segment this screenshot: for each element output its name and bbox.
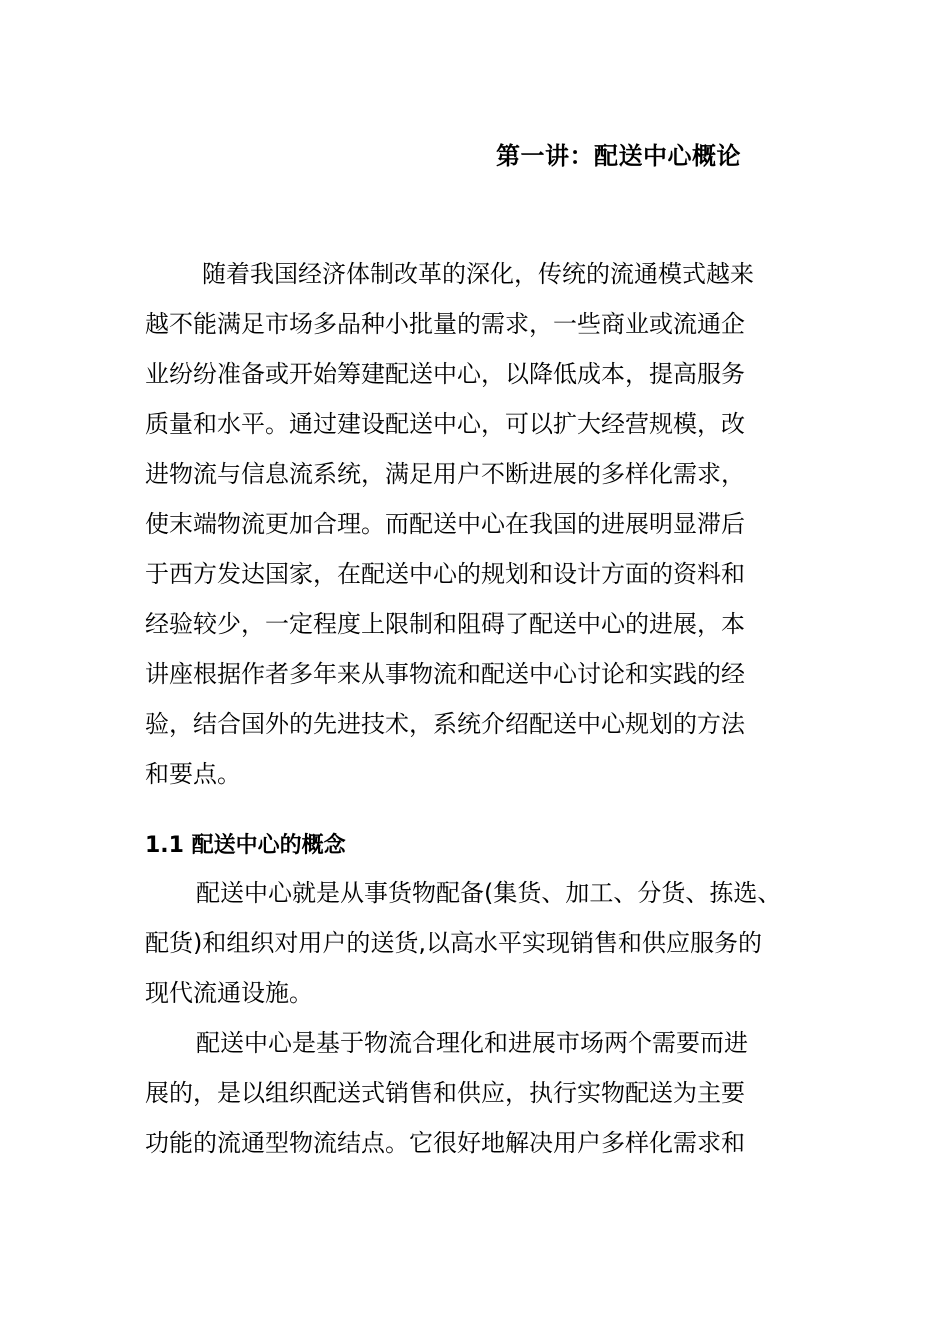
- paragraph-line: 配货)和组织对用户的送货,以高水平实现销售和供应服务的: [145, 929, 762, 957]
- intro-line: 越不能满足市场多品种小批量的需求，一些商业或流通企: [145, 310, 745, 338]
- paragraph-line: 配送中心是基于物流合理化和进展市场两个需要而进: [196, 1029, 748, 1057]
- paragraph-line: 功能的流通型物流结点。它很好地解决用户多样化需求和: [145, 1129, 745, 1157]
- section-heading: 1.1 配送中心的概念: [145, 833, 346, 858]
- paragraph-line: 展的，是以组织配送式销售和供应，执行实物配送为主要: [145, 1079, 745, 1107]
- intro-line: 质量和水平。通过建设配送中心，可以扩大经营规模，改: [145, 410, 745, 438]
- paragraph-line: 现代流通设施。: [145, 979, 313, 1007]
- intro-line: 于西方发达国家，在配送中心的规划和设计方面的资料和: [145, 560, 745, 588]
- intro-line: 和要点。: [145, 760, 241, 788]
- intro-line: 业纷纷准备或开始筹建配送中心，以降低成本，提高服务: [145, 360, 745, 388]
- intro-line: 随着我国经济体制改革的深化，传统的流通模式越来: [178, 260, 754, 288]
- intro-line: 进物流与信息流系统，满足用户不断进展的多样化需求，: [145, 460, 745, 488]
- intro-line: 经验较少，一定程度上限制和阻碍了配送中心的进展，本: [145, 610, 745, 638]
- intro-line: 验，结合国外的先进技术，系统介绍配送中心规划的方法: [145, 710, 745, 738]
- document-title: 第一讲：配送中心概论: [496, 142, 741, 170]
- intro-line: 讲座根据作者多年来从事物流和配送中心讨论和实践的经: [145, 660, 745, 688]
- intro-line: 使末端物流更加合理。而配送中心在我国的进展明显滞后: [145, 510, 745, 538]
- paragraph-line: 配送中心就是从事货物配备(集货、加工、分货、拣选、: [196, 879, 782, 907]
